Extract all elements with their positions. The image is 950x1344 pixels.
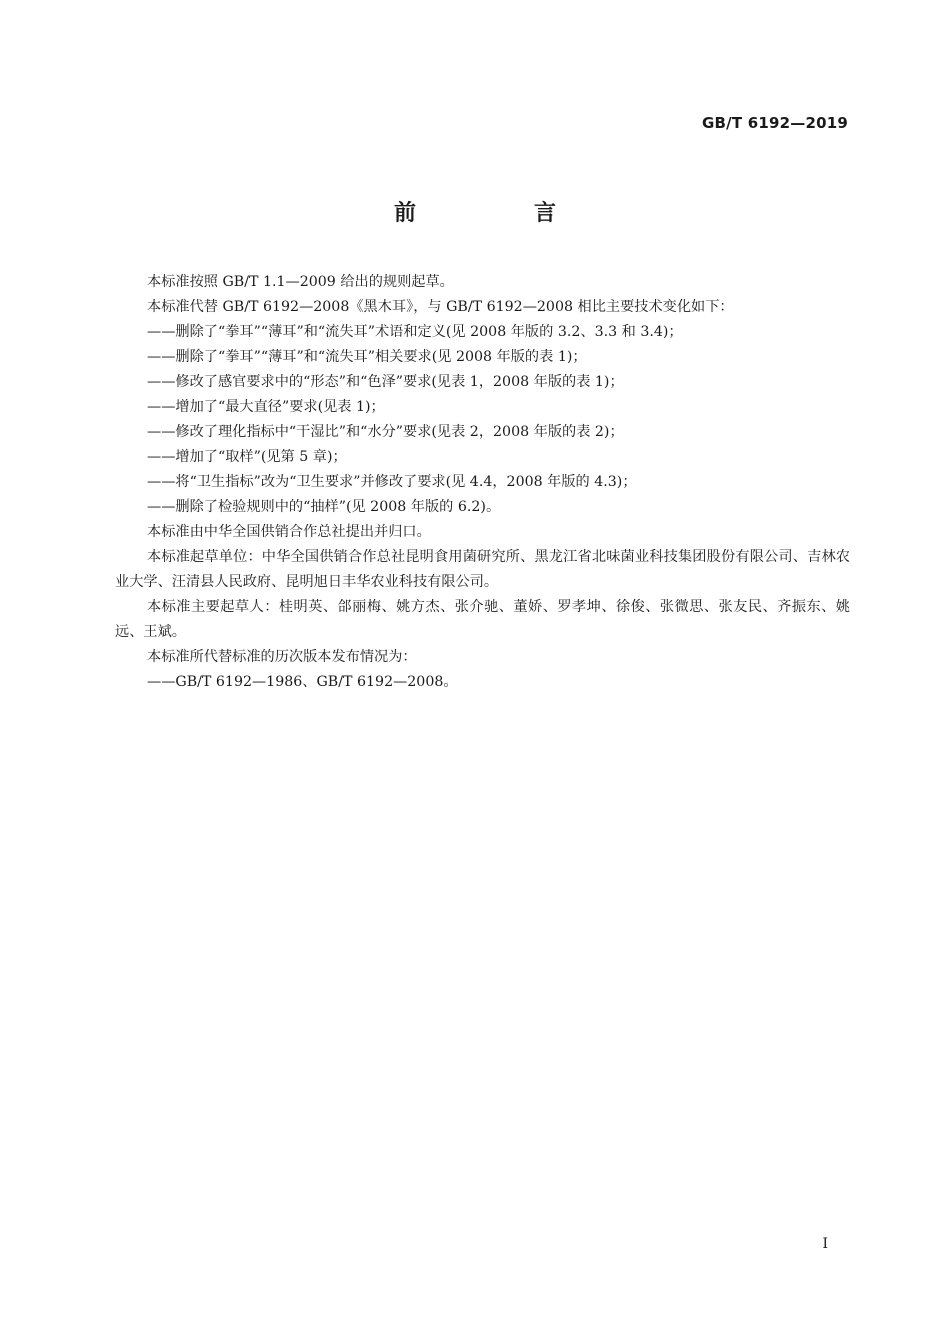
change-item: ——将“卫生指标”改为“卫生要求”并修改了要求(见 4.4，2008 年版的 4.3)； bbox=[147, 474, 637, 490]
change-item: ——修改了理化指标中“干湿比”和“水分”要求(见表 2，2008 年版的表 2)； bbox=[147, 424, 624, 440]
paragraph-drafters: 本标准主要起草人：桂明英、郃丽梅、姚方杰、张介驰、董娇、罗孝坤、徐俊、张微思、张友民、齐振东、姚远、王斌。 bbox=[115, 599, 850, 640]
history-item: ——GB/T 6192—1986、GB/T 6192—2008。 bbox=[147, 674, 458, 690]
paragraph-drafting-rules: 本标准按照 GB/T 1.1—2009 给出的规则起草。 bbox=[147, 274, 454, 290]
change-item: ——增加了“取样”(见第 5 章)； bbox=[147, 449, 347, 465]
foreword-body bbox=[115, 270, 850, 695]
standard-number: GB/T 6192—2019 bbox=[702, 114, 848, 132]
change-item: ——删除了“拳耳”“薄耳”和“流失耳”相关要求(见 2008 年版的表 1)； bbox=[147, 349, 587, 365]
paragraph-proposer: 本标准由中华全国供销合作总社提出并归口。 bbox=[147, 524, 431, 540]
change-item: ——删除了检验规则中的“抽样”(见 2008 年版的 6.2)。 bbox=[147, 499, 501, 515]
paragraph-drafting-units: 本标准起草单位：中华全国供销合作总社昆明食用菌研究所、黑龙江省北味菌业科技集团股份有限公司、吉林农业大学、汪清县人民政府、昆明旭日丰华农业科技有限公司。 bbox=[115, 549, 850, 590]
change-item: ——增加了“最大直径”要求(见表 1)； bbox=[147, 399, 385, 415]
change-item: ——修改了感官要求中的“形态”和“色泽”要求(见表 1，2008 年版的表 1)； bbox=[147, 374, 624, 390]
change-item: ——删除了“拳耳”“薄耳”和“流失耳”术语和定义(见 2008 年版的 3.2、3.3 和 3.4)； bbox=[147, 324, 683, 340]
paragraph-history-intro: 本标准所代替标准的历次版本发布情况为： bbox=[147, 649, 417, 665]
section-title: 前 言 bbox=[393, 201, 604, 226]
paragraph-replaces: 本标准代替 GB/T 6192—2008《黑木耳》，与 GB/T 6192—2008 相比主要技术变化如下： bbox=[147, 299, 734, 315]
page-number: I bbox=[822, 1236, 828, 1252]
